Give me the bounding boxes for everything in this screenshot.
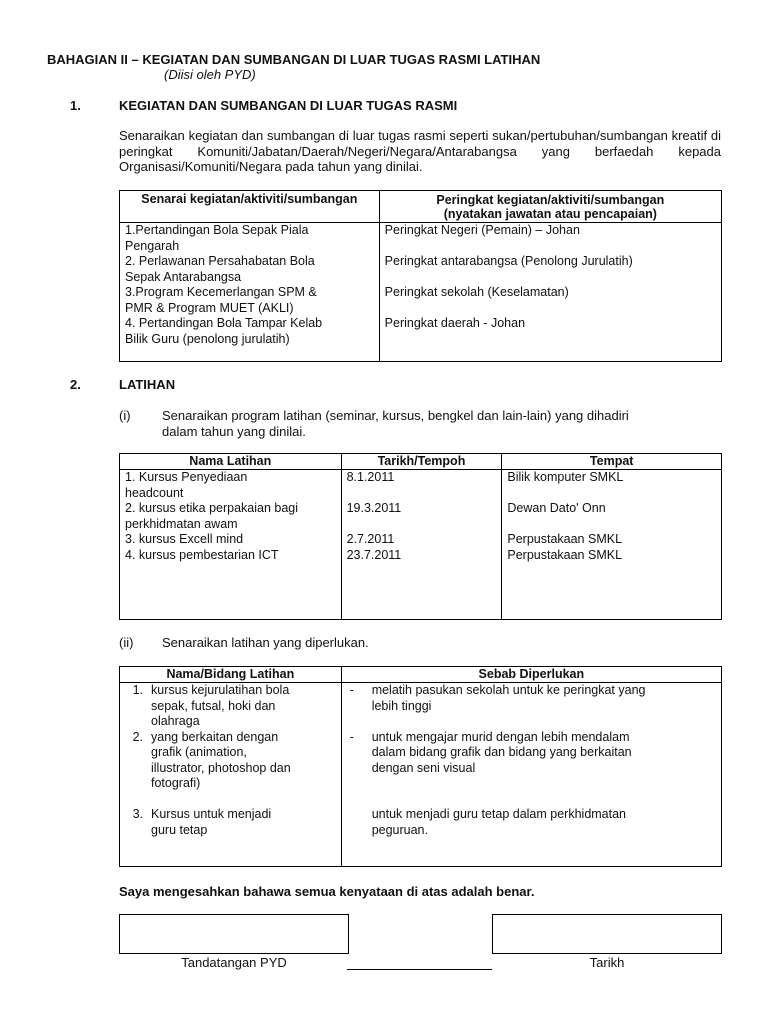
needed-header-row bbox=[120, 667, 722, 683]
part1-instruction-line1: Senaraikan program latihan (seminar, kursus, bengkel dan lain-lain) yang dihadiri bbox=[162, 408, 629, 423]
section-subtitle: (Diisi oleh PYD) bbox=[164, 67, 256, 82]
part1-label: (i) bbox=[119, 408, 131, 423]
section-title: BAHAGIAN II – KEGIATAN DAN SUMBANGAN DI LUAR TUGAS RASMI LATIHAN bbox=[47, 52, 541, 67]
training-name: 2. kursus etika perpakaian bagi bbox=[125, 501, 299, 515]
reason-item: - untuk mengajar murid dengan lebih mendalam dalam bidang grafik dan bidang yang berkaitan dengan seni visual bbox=[349, 729, 632, 775]
activities-col-header: Senarai kegiatan/aktiviti/sumbangan bbox=[120, 191, 380, 223]
activities-header-row bbox=[120, 191, 722, 223]
training-place-col-header: Tempat bbox=[502, 454, 722, 470]
training-name: 1. Kursus Penyediaan bbox=[125, 470, 248, 484]
training-names: 1. Kursus Penyediaan headcount 2. kursus etika perpakaian bagi perkhidmatan awam 3. kursus Excell mind 4. kursus pembestarian ICT bbox=[120, 470, 342, 620]
section2-heading: LATIHAN bbox=[119, 377, 176, 392]
training-name: 3. kursus Excell mind bbox=[125, 532, 244, 546]
training-dates bbox=[341, 470, 502, 620]
section1-heading: KEGIATAN DAN SUMBANGAN DI LUAR TUGAS RASMI bbox=[119, 98, 458, 113]
signature-box[interactable] bbox=[119, 914, 349, 954]
activities-body-row bbox=[120, 223, 722, 362]
training-date: 8.1.2011 bbox=[346, 470, 395, 484]
training-date: 23.7.2011 bbox=[346, 547, 402, 562]
activities-list: 1.Pertandingan Bola Sepak Piala Pengarah 2. Perlawanan Persahabatan Bola Sepak Antarabangsa 3.Program Kecemerlangan SPM & PMR & Program MUET (AKLI) 4. Pertandingan Bola Tampar Kelab Bilik Guru (penolong jurulatih) bbox=[120, 223, 380, 362]
needed-body-row bbox=[120, 683, 722, 867]
level-item: Peringkat sekolah (Keselamatan) bbox=[384, 285, 569, 299]
training-places bbox=[502, 470, 722, 620]
training-place: Bilik komputer SMKL bbox=[507, 470, 624, 484]
level-item: Peringkat daerah - Johan bbox=[384, 316, 526, 330]
level-item: Peringkat Negeri (Pemain) – Johan bbox=[384, 223, 580, 237]
training-place: Dewan Dato' Onn bbox=[507, 501, 606, 515]
training-place: Perpustakaan SMKL bbox=[507, 547, 623, 562]
training-header-row bbox=[120, 454, 722, 470]
needed-reasons bbox=[341, 683, 721, 867]
training-date: 2.7.2011 bbox=[346, 532, 395, 546]
training-place: Perpustakaan SMKL bbox=[507, 532, 623, 546]
date-box[interactable] bbox=[492, 914, 722, 954]
section1-number: 1. bbox=[70, 98, 81, 113]
training-date-col-header: Tarikh/Tempoh bbox=[341, 454, 502, 470]
declaration-text: Saya mengesahkan bahawa semua kenyataan di atas adalah benar. bbox=[119, 884, 535, 899]
section2-number: 2. bbox=[70, 377, 81, 392]
training-body-row bbox=[120, 470, 722, 620]
part2-instruction: Senaraikan latihan yang diperlukan. bbox=[162, 635, 369, 650]
needed-names bbox=[120, 683, 342, 867]
part2-label: (ii) bbox=[119, 635, 134, 650]
training-attended-table bbox=[119, 453, 722, 620]
activity-item: 3.Program Kecemerlangan SPM & bbox=[125, 285, 317, 299]
training-date: 19.3.2011 bbox=[346, 501, 402, 515]
levels-list bbox=[379, 223, 721, 362]
training-needed-table bbox=[119, 666, 722, 867]
reason-item: untuk menjadi guru tetap dalam perkhidmatan peguruan. bbox=[371, 807, 627, 837]
needed-name-col-header: Nama/Bidang Latihan bbox=[120, 667, 342, 683]
needed-reason-col-header: Sebab Diperlukan bbox=[341, 667, 721, 683]
training-name: 4. kursus pembestarian ICT bbox=[125, 547, 279, 562]
reason-item: - melatih pasukan sekolah untuk ke peringkat yang lebih tinggi bbox=[349, 683, 646, 713]
needed-item: 3. Kursus untuk menjadi guru tetap bbox=[132, 807, 272, 837]
activities-table bbox=[119, 190, 722, 362]
signature-divider bbox=[347, 969, 492, 970]
activity-item: 2. Perlawanan Persahabatan Bola bbox=[125, 254, 315, 268]
part1-instruction-line2: dalam tahun yang dinilai. bbox=[162, 424, 306, 439]
activity-item: 1.Pertandingan Bola Sepak Piala bbox=[125, 223, 309, 237]
training-name-col-header: Nama Latihan bbox=[120, 454, 342, 470]
level-col-header: Peringkat kegiatan/aktiviti/sumbangan (nyatakan jawatan atau pencapaian) bbox=[379, 191, 721, 223]
level-item: Peringkat antarabangsa (Penolong Jurulatih) bbox=[384, 254, 633, 268]
activity-item: 4. Pertandingan Bola Tampar Kelab bbox=[125, 316, 323, 330]
needed-item: 2. yang berkaitan dengan grafik (animation, illustrator, photoshop dan fotografi) bbox=[132, 729, 291, 790]
signature-label: Tandatangan PYD bbox=[181, 955, 287, 970]
date-label: Tarikh bbox=[589, 955, 625, 970]
needed-item: 1. kursus kejurulatihan bola sepak, futsal, hoki dan olahraga bbox=[132, 683, 290, 728]
section1-instruction: Senaraikan kegiatan dan sumbangan di luar tugas rasmi seperti sukan/pertubuhan/sumbangan kreatif di peringkat Komuniti/Jabatan/Daerah/Negeri/Negara/Antarabangsa yang berfaedah kepada Organisasi/Komuniti/Negara pada tahun yang dinilai. bbox=[119, 128, 721, 174]
